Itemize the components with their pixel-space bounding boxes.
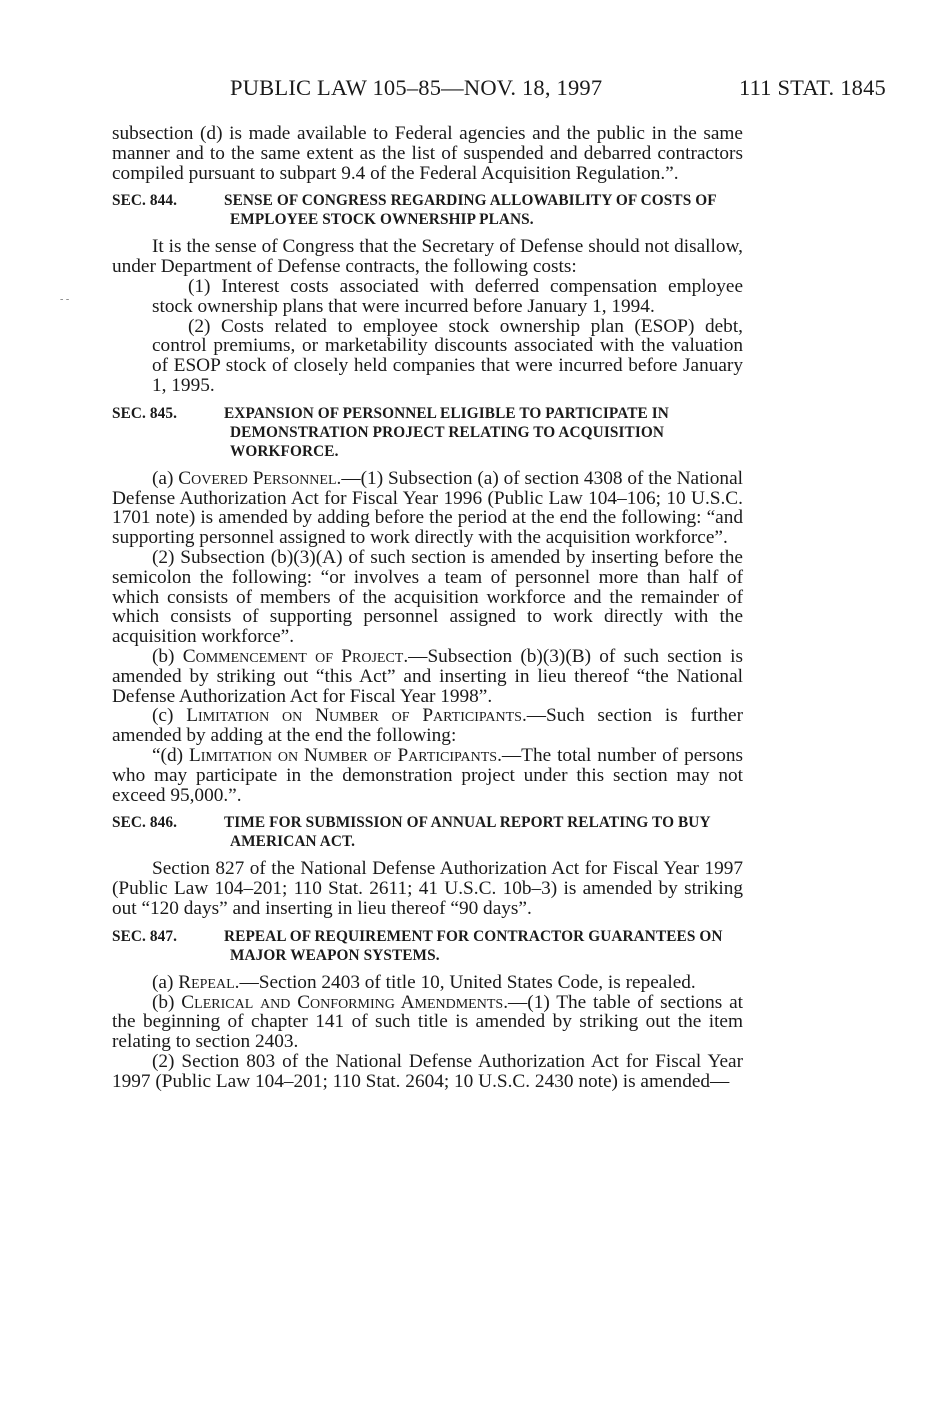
header-title: PUBLIC LAW 105–85—NOV. 18, 1997	[230, 75, 603, 100]
section-847-heading	[112, 927, 743, 965]
subsection-text: .—(1) The table of sections at the beginning of chapter 141 of such title is amended by striking out the item relating to section 2403.	[112, 991, 743, 1053]
subsection-label: (a)	[152, 467, 179, 489]
section-847-subsection-b	[112, 993, 743, 1052]
subsection-label: (b)	[152, 991, 182, 1013]
subsection-heading: Commencement of Project	[182, 645, 404, 667]
document-body	[112, 124, 743, 1091]
section-845-subsection-c	[112, 706, 743, 746]
subsection-label: (b)	[152, 645, 183, 667]
subsection-heading: Repeal	[178, 971, 235, 993]
subsection-label: “(d)	[152, 744, 189, 766]
subsection-text: .—The total number of persons who may participate in the demonstration project under this section may not exceed 95,000.”.	[112, 744, 743, 806]
subsection-heading: Limitation on Number of Participants	[186, 705, 522, 727]
section-845-subsection-b	[112, 647, 743, 706]
section-845-heading	[112, 404, 743, 461]
subsection-label: (c)	[152, 705, 187, 727]
subsection-text: .—Subsection (b)(3)(B) of such section is amended by striking out “this Act” and inserting in lieu thereof “the National Defense Authorization Act for Fiscal Year 1998”.	[112, 645, 743, 707]
section-845-quoted-subsection-d	[112, 746, 743, 805]
intro-paragraph: subsection (d) is made available to Federal agencies and the public in the same manner and to the same extent as the list of suspended and debarred contractors compiled pursuant to subpart 9.4 of the Federal Acquisition Regulation.”.	[112, 123, 743, 184]
section-number: SEC. 847.	[112, 927, 178, 945]
section-844-item-1: (1) Interest costs associated with deferred compensation employee stock ownership plans that were incurred before January 1, 1994.	[152, 275, 743, 317]
subsection-text: .—Such section is further amended by adding at the end the following:	[112, 705, 744, 747]
section-846-paragraph: Section 827 of the National Defense Authorization Act for Fiscal Year 1997 (Public Law 104–201; 110 Stat. 2611; 41 U.S.C. 10b–3) is amended by striking out “120 days” and inserting in lieu thereof “90 days”.	[112, 858, 743, 919]
section-title: TIME FOR SUBMISSION OF ANNUAL REPORT RELATING TO BUY AMERICAN ACT.	[224, 814, 711, 851]
section-844-heading	[112, 191, 743, 229]
section-845-subsection-a	[112, 469, 743, 548]
subsection-text: .—(1) Subsection (a) of section 4308 of the National Defense Authorization Act for Fiscal Year 1996 (Public Law 104–106; 10 U.S.C. 1701 note) is amended by adding before the period at the end the following: “and supporting personnel assigned to work directly with the acquisition workforce”.	[112, 467, 743, 549]
subsection-heading: Covered Personnel	[178, 467, 337, 489]
section-847-subsection-a	[112, 973, 743, 993]
subsection-heading: Limitation on Number of Participants	[188, 744, 498, 766]
section-number: SEC. 846.	[112, 814, 178, 832]
section-title: REPEAL OF REQUIREMENT FOR CONTRACTOR GUARANTEES ON MAJOR WEAPON SYSTEMS.	[224, 927, 723, 964]
subsection-label: (a)	[152, 971, 179, 993]
subsection-text: .—Section 2403 of title 10, United States Code, is repealed.	[234, 971, 696, 993]
subsection-heading: Clerical and Conforming Amendments	[181, 991, 504, 1013]
section-845-paragraph-2: (2) Subsection (b)(3)(A) of such section is amended by inserting before the semicolon the following: “or involves a team of personnel more than half of which consists of members of the acquisition workforce and the remainder of which consists of supporting personnel assigned to work directly with the acquisition workforce”.	[112, 546, 743, 648]
section-number: SEC. 845.	[112, 404, 178, 422]
section-title: EXPANSION OF PERSONNEL ELIGIBLE TO PARTICIPATE IN DEMONSTRATION PROJECT RELATING TO ACQUISITION WORKFORCE.	[224, 404, 669, 460]
section-title: SENSE OF CONGRESS REGARDING ALLOWABILITY OF COSTS OF EMPLOYEE STOCK OWNERSHIP PLANS.	[224, 192, 717, 229]
section-846-heading	[112, 813, 743, 851]
section-number: SEC. 844.	[112, 192, 178, 210]
section-844-paragraph: It is the sense of Congress that the Secretary of Defense should not disallow, under Department of Defense contracts, the following costs:	[112, 236, 743, 278]
margin-mark: - -	[60, 294, 70, 305]
section-847-paragraph-2: (2) Section 803 of the National Defense Authorization Act for Fiscal Year 1997 (Public Law 104–201; 110 Stat. 2604; 10 U.S.C. 2430 note) is amended—	[112, 1050, 743, 1092]
header-stat-citation: 111 STAT. 1845	[738, 75, 886, 100]
section-844-item-2: (2) Costs related to employee stock ownership plan (ESOP) debt, control premiums, or marketability discounts associated with the valuation of ESOP stock of closely held companies that were incurred before January 1, 1995.	[152, 315, 743, 396]
page-header	[110, 75, 886, 103]
